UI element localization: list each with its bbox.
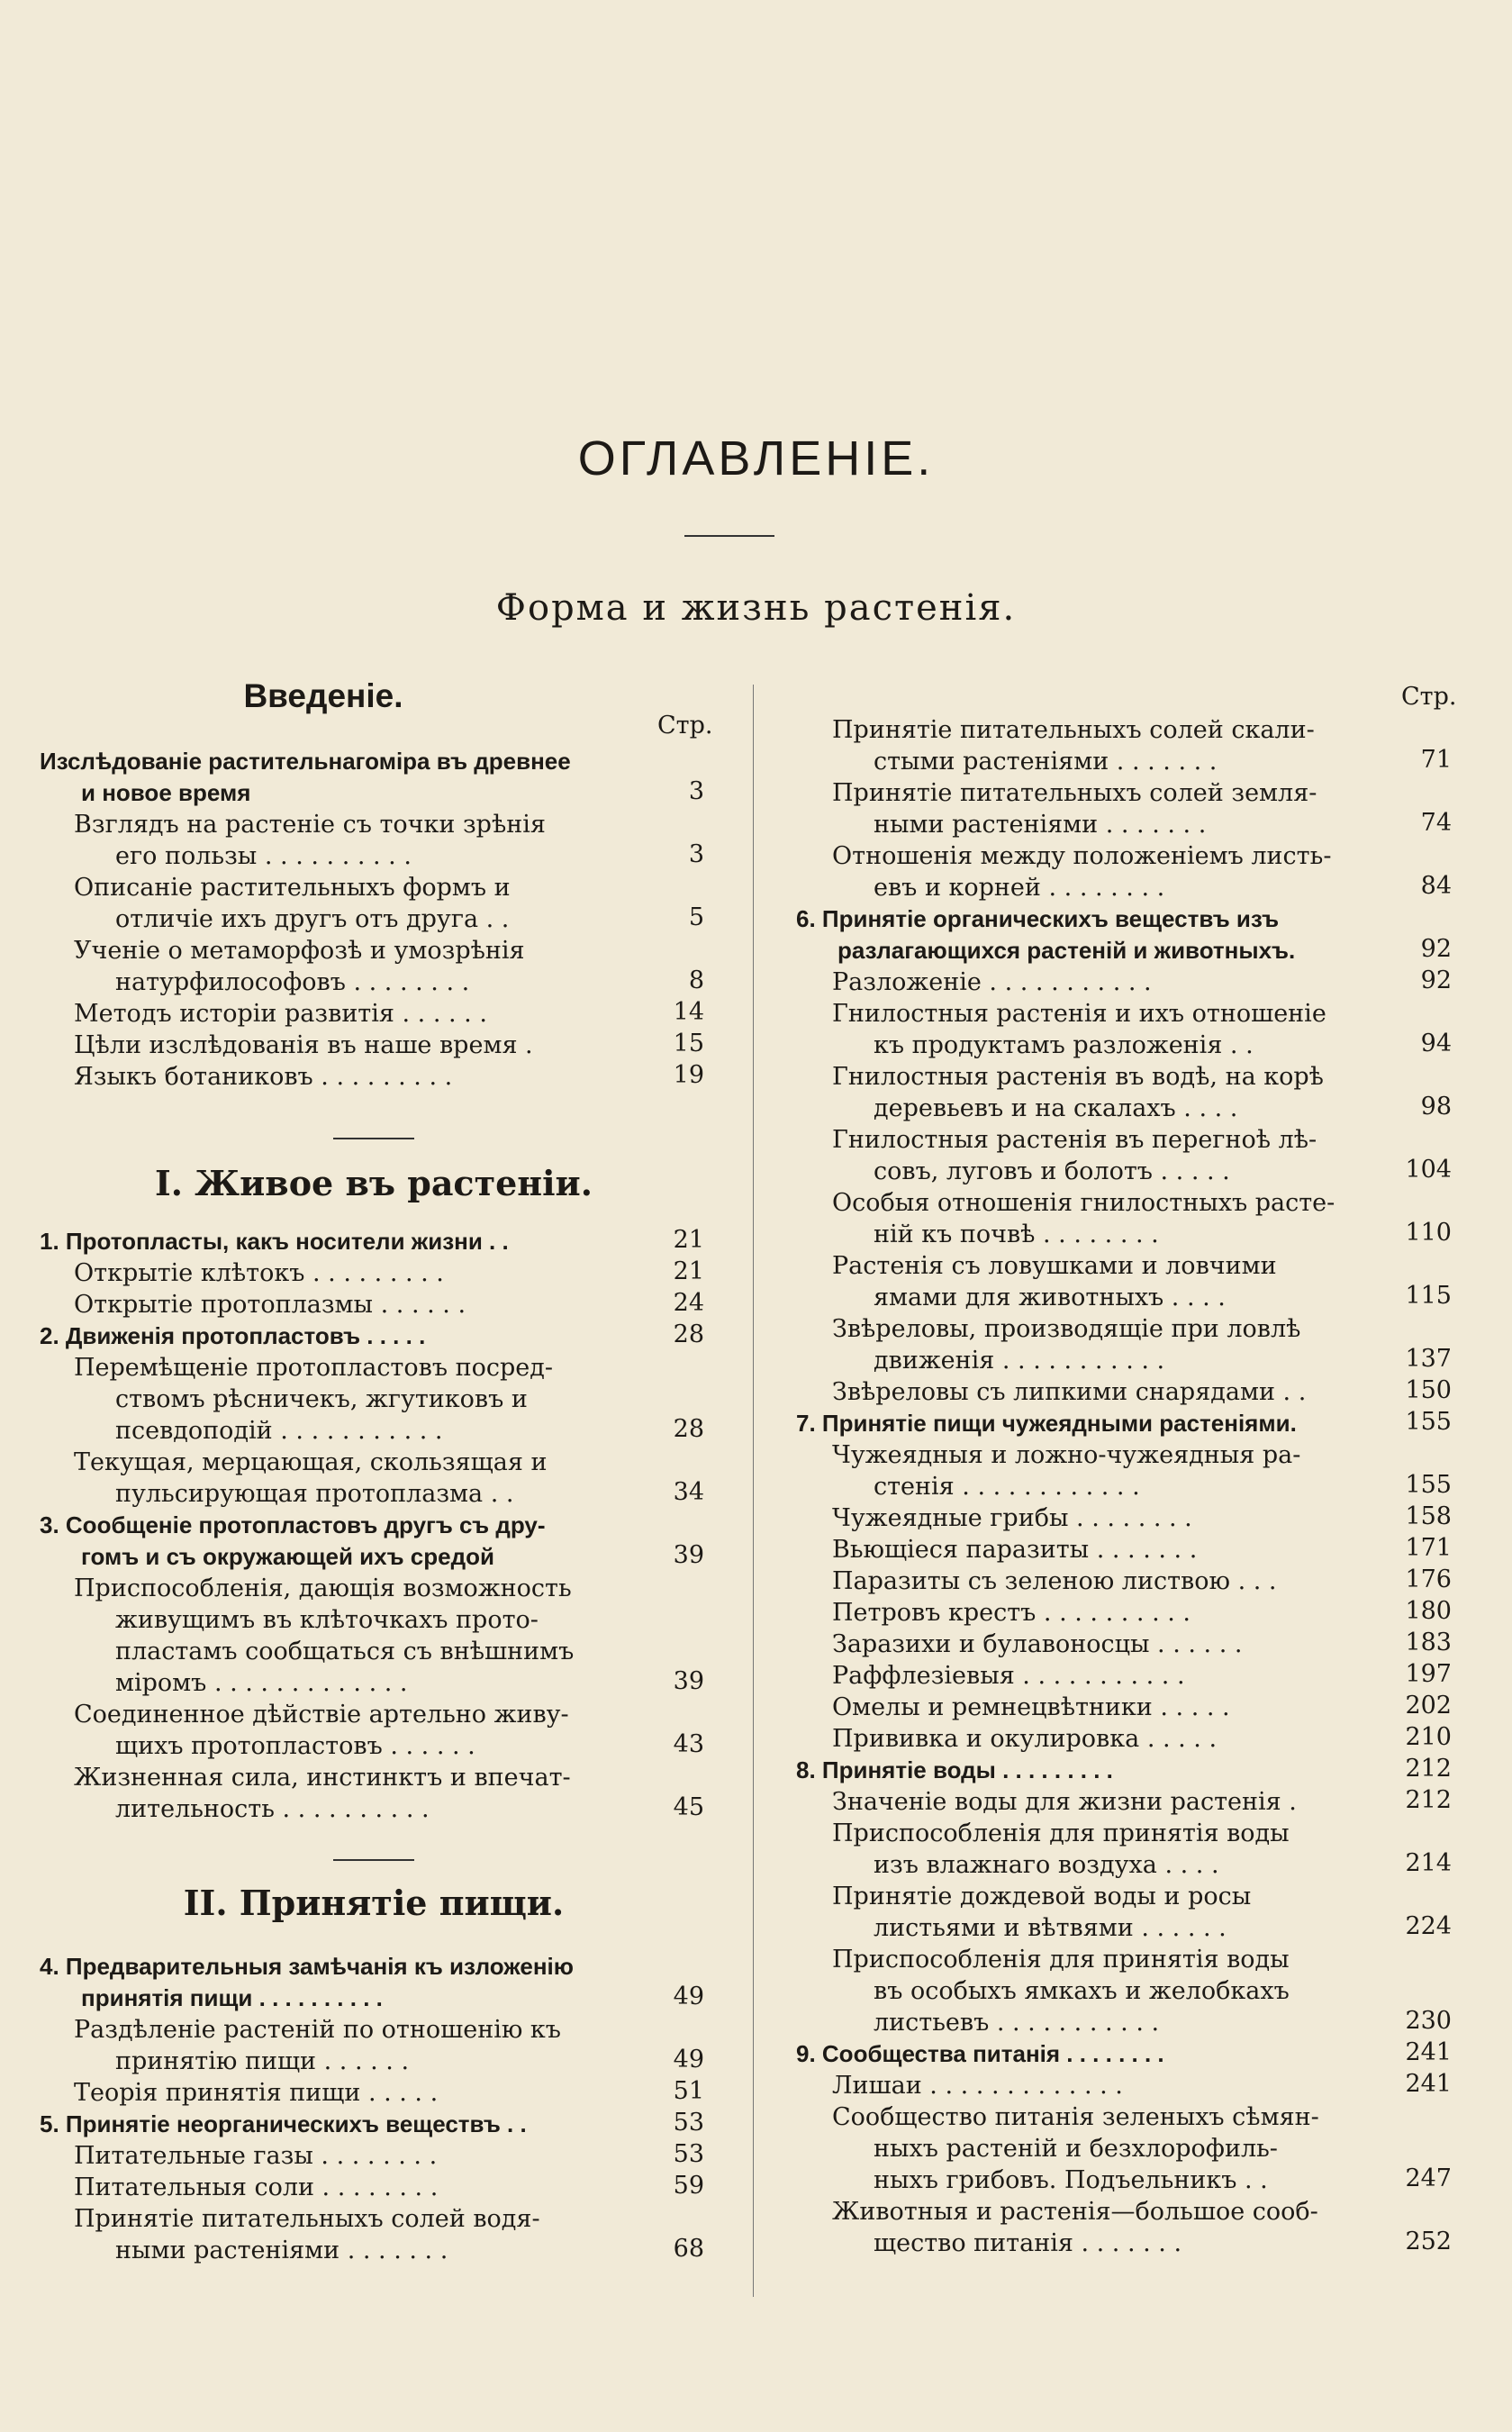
page-number: 104	[1405, 1156, 1452, 1184]
toc-entry-line: пульсирующая протоплазма . .	[115, 1480, 514, 1508]
toc-entry-line: Особыя отношенія гнилостныхъ расте-	[832, 1189, 1335, 1217]
toc-entry-line: Петровъ крестъ . . . . . . . . . .	[832, 1599, 1191, 1627]
page-column-header: Стр.	[1401, 683, 1457, 711]
toc-section-line: принятія пищи . . . . . . . . . .	[81, 1984, 383, 2011]
toc-entry-line: Цѣли изслѣдованія въ наше время .	[74, 1031, 533, 1059]
toc-entry-line: Лишаи . . . . . . . . . . . . .	[832, 2072, 1123, 2100]
toc-section-line: и новое время	[81, 779, 251, 806]
toc-entry-line: Звѣреловы, производящіе при ловлѣ	[832, 1315, 1301, 1343]
page-number: 53	[673, 2140, 704, 2168]
page-number: 155	[1405, 1471, 1452, 1499]
toc-entry-line: изъ влажнаго воздуха . . . .	[874, 1851, 1219, 1879]
page-number: 14	[673, 998, 704, 1026]
page-number: 74	[1420, 809, 1452, 837]
toc-entry-line: Методъ исторіи развитія . . . . . .	[74, 1000, 487, 1028]
toc-entry-line: Жизненная сила, инстинктъ и впечат-	[74, 1764, 571, 1792]
toc-entry-line: отличіе ихъ другъ отъ друга . .	[115, 905, 510, 933]
toc-entry-line: Принятіе дождевой воды и росы	[832, 1883, 1252, 1910]
toc-section-line: 2. Движенія протопластовъ . . . . .	[40, 1322, 426, 1349]
subtitle: Форма и жизнь растенія.	[495, 587, 1017, 629]
page-number: 5	[688, 903, 704, 931]
toc-entry-line: Взглядъ на растеніе съ точки зрѣнія	[74, 811, 546, 839]
toc-section-line: 4. Предварительныя замѣчанія къ изложенію	[40, 1953, 574, 1980]
toc-entry-line: Звѣреловы съ липкими снарядами . .	[832, 1378, 1307, 1406]
toc-section-line: 3. Сообщеніе протопластовъ другъ съ дру-	[40, 1511, 546, 1538]
toc-entry-line: Принятіе питательныхъ солей земля-	[832, 779, 1317, 807]
toc-entry-line: евъ и корней . . . . . . . .	[874, 874, 1165, 902]
toc-entry-line: Чужеядныя и ложно-чужеядныя ра-	[832, 1441, 1301, 1469]
page-number: 59	[673, 2172, 704, 2200]
toc-entry-line: Раффлезіевыя . . . . . . . . . . .	[832, 1662, 1185, 1690]
toc-entry-line: Гнилостныя растенія и ихъ отношеніе	[832, 1000, 1326, 1028]
toc-entry-line: ныхъ грибовъ. Подъельникъ . .	[874, 2166, 1268, 2194]
column-divider	[753, 685, 754, 2297]
page-number: 230	[1405, 2007, 1452, 2035]
toc-section-line: 8. Принятіе воды . . . . . . . . .	[796, 1756, 1113, 1783]
toc-entry-line: Гнилостныя растенія въ перегноѣ лѣ-	[832, 1126, 1317, 1154]
toc-section-line: 1. Протопласты, какъ носители жизни . .	[40, 1228, 509, 1255]
toc-entry-line: Питательные газы . . . . . . . .	[74, 2142, 438, 2170]
toc-entry-line: Открытіе клѣтокъ . . . . . . . . .	[74, 1259, 444, 1287]
page-number: 158	[1405, 1502, 1452, 1530]
toc-entry-line: Гнилостныя растенія въ водѣ, на корѣ	[832, 1063, 1324, 1091]
toc-entry-line: щихъ протопластовъ . . . . . .	[115, 1732, 475, 1760]
page-number: 202	[1405, 1692, 1452, 1720]
title-rule	[684, 535, 774, 537]
toc-section-line: Изслѣдованіе растительнагоміра въ древнее	[40, 748, 571, 775]
page-number: 21	[673, 1226, 704, 1254]
toc-entry-line: ній къ почвѣ . . . . . . . .	[874, 1221, 1159, 1248]
page-number: 98	[1420, 1093, 1452, 1121]
toc-entry-line: Приспособленія для принятія воды	[832, 1946, 1290, 1974]
toc-entry-line: Питательныя соли . . . . . . . .	[74, 2173, 439, 2201]
toc-entry-line: псевдоподій . . . . . . . . . . .	[115, 1417, 443, 1445]
page-number: 210	[1405, 1723, 1452, 1751]
toc-entry-line: стенія . . . . . . . . . . . .	[874, 1473, 1140, 1501]
page-number: 3	[688, 840, 704, 868]
toc-entry-line: Приспособленія, дающія возможность	[74, 1574, 572, 1602]
page-number: 21	[673, 1257, 704, 1285]
page-number: 137	[1405, 1345, 1452, 1373]
toc-entry-line: міромъ . . . . . . . . . . . . .	[115, 1669, 408, 1697]
page-number: 92	[1420, 935, 1452, 963]
page-number: 84	[1420, 872, 1452, 900]
page-number: 39	[673, 1667, 704, 1695]
page-number: 45	[673, 1793, 704, 1821]
page-number: 39	[673, 1541, 704, 1569]
toc-entry-line: живущимъ въ клѣточкахъ прото-	[115, 1606, 539, 1634]
toc-entry-line: къ продуктамъ разложенія . .	[874, 1031, 1254, 1059]
page-number: 34	[673, 1478, 704, 1506]
toc-entry-line: Принятіе питательныхъ солей водя-	[74, 2205, 540, 2233]
page-number: 92	[1420, 966, 1452, 994]
toc-entry-line: Вьющіеся паразиты . . . . . . .	[832, 1536, 1198, 1564]
section-heading-part-2: II. Принятіе пищи.	[183, 1883, 565, 1923]
toc-entry-line: Языкъ ботаниковъ . . . . . . . . .	[74, 1063, 453, 1091]
toc-entry-line: Текущая, мерцающая, скользящая и	[74, 1448, 548, 1476]
toc-entry-line: Раздѣленіе растеній по отношенію къ	[74, 2016, 561, 2044]
toc-section-line: 5. Принятіе неорганическихъ веществъ . .	[40, 2110, 527, 2137]
toc-entry-line: ными растеніями . . . . . . .	[874, 811, 1207, 839]
page-number: 247	[1405, 2164, 1452, 2192]
page-column-header: Стр.	[657, 712, 713, 740]
toc-entry-line: движенія . . . . . . . . . . .	[874, 1347, 1165, 1375]
toc-entry-line: ствомъ рѣсничекъ, жгутиковъ и	[115, 1385, 528, 1413]
toc-entry-line: Перемѣщеніе протопластовъ посред-	[74, 1354, 553, 1382]
page-number: 24	[673, 1289, 704, 1317]
page-number: 180	[1405, 1597, 1452, 1625]
toc-entry-line: его пользы . . . . . . . . . .	[115, 842, 412, 870]
toc-entry-line: Омелы и ремнецвѣтники . . . . .	[832, 1693, 1230, 1721]
toc-entry-line: Животныя и растенія—большое сооб-	[832, 2198, 1318, 2226]
toc-entry-line: листьями и вѣтвями . . . . . .	[874, 1914, 1227, 1942]
toc-entry-line: Принятіе питательныхъ солей скали-	[832, 716, 1315, 744]
page-number: 15	[673, 1030, 704, 1057]
toc-entry-line: Заразихи и булавоносцы . . . . . .	[832, 1630, 1243, 1658]
page-number: 28	[673, 1415, 704, 1443]
toc-entry-line: Паразиты съ зеленою листвою . . .	[832, 1567, 1277, 1595]
toc-entry-line: ными растеніями . . . . . . .	[115, 2237, 448, 2264]
toc-entry-line: Чужеядные грибы . . . . . . . .	[832, 1504, 1192, 1532]
page-number: 8	[688, 966, 704, 994]
toc-entry-line: лительность . . . . . . . . . .	[115, 1795, 430, 1823]
toc-section-line: разлагающихся растеній и животныхъ.	[837, 937, 1296, 964]
page-number: 53	[673, 2109, 704, 2137]
toc-section-line: 6. Принятіе органическихъ веществъ изъ	[796, 905, 1280, 932]
toc-entry-line: ямами для животныхъ . . . .	[874, 1284, 1226, 1311]
page-number: 43	[673, 1730, 704, 1758]
page-number: 171	[1405, 1534, 1452, 1562]
page-number: 19	[673, 1061, 704, 1089]
toc-entry-line: Растенія съ ловушками и ловчими	[832, 1252, 1277, 1280]
toc-entry-line: Сообщество питанія зеленыхъ сѣмян-	[832, 2103, 1319, 2131]
toc-section-line: 7. Принятіе пищи чужеядными растеніями.	[796, 1410, 1297, 1437]
page-number: 241	[1405, 2070, 1452, 2098]
toc-entry-line: Отношенія между положеніемъ листь-	[832, 842, 1332, 870]
toc-entry-line: ныхъ растеній и безхлорофиль-	[874, 2135, 1278, 2163]
page-number: 224	[1405, 1912, 1452, 1940]
page-number: 183	[1405, 1629, 1452, 1656]
toc-entry-line: листьевъ . . . . . . . . . . .	[874, 2009, 1160, 2037]
section-heading-introduction: Введеніе.	[243, 677, 403, 714]
toc-section-line: 9. Сообщества питанія . . . . . . . .	[796, 2040, 1164, 2067]
page-number: 115	[1405, 1282, 1452, 1310]
page-number: 155	[1405, 1408, 1452, 1436]
toc-entry-line: Теорія принятія пищи . . . . .	[74, 2079, 439, 2107]
page-number: 197	[1405, 1660, 1452, 1688]
page-number: 212	[1405, 1786, 1452, 1814]
toc-entry-line: Описаніе растительныхъ формъ и	[74, 874, 511, 902]
page-number: 110	[1405, 1219, 1452, 1247]
toc-entry-line: Соединенное дѣйствіе артельно живу-	[74, 1701, 569, 1729]
page-number: 51	[673, 2077, 704, 2105]
toc-entry-line: Приспособленія для принятія воды	[832, 1819, 1290, 1847]
toc-entry-line: стыми растеніями . . . . . . .	[874, 748, 1218, 776]
toc-entry-line: пластамъ сообщаться съ внѣшнимъ	[115, 1638, 575, 1665]
section-divider	[333, 1138, 414, 1139]
page-number: 176	[1405, 1565, 1452, 1593]
page-number: 214	[1405, 1849, 1452, 1877]
page-number: 28	[673, 1320, 704, 1348]
toc-entry-line: Разложеніе . . . . . . . . . . .	[832, 968, 1152, 996]
page-number: 252	[1405, 2228, 1452, 2255]
page-number: 49	[673, 2046, 704, 2074]
section-heading-part-1: I. Живое въ растеніи.	[155, 1163, 593, 1203]
toc-entry-line: Открытіе протоплазмы . . . . . .	[74, 1291, 466, 1319]
page-number: 49	[673, 1983, 704, 2010]
page-number: 212	[1405, 1755, 1452, 1783]
page-number: 71	[1420, 746, 1452, 774]
page-number: 94	[1420, 1030, 1452, 1057]
page-title: ОГЛАВЛЕНІЕ.	[577, 431, 935, 485]
page-number: 3	[688, 777, 704, 805]
toc-entry-line: совъ, луговъ и болотъ . . . . .	[874, 1157, 1230, 1185]
toc-entry-line: натурфилософовъ . . . . . . . .	[115, 968, 470, 996]
toc-entry-line: Ученіе о метаморфозѣ и умозрѣнія	[74, 937, 525, 965]
toc-entry-line: щество питанія . . . . . . .	[874, 2229, 1182, 2257]
toc-entry-line: принятію пищи . . . . . .	[115, 2047, 410, 2075]
toc-entry-line: Прививка и окулировка . . . . .	[832, 1725, 1218, 1753]
page-number: 150	[1405, 1376, 1452, 1404]
page-number: 68	[673, 2235, 704, 2263]
toc-entry-line: Значеніе воды для жизни растенія .	[832, 1788, 1297, 1816]
page-number: 241	[1405, 2038, 1452, 2066]
toc-entry-line: въ особыхъ ямкахъ и желобкахъ	[874, 1977, 1290, 2005]
toc-entry-line: деревьевъ и на скалахъ . . . .	[874, 1094, 1238, 1122]
toc-section-line: гомъ и съ окружающей ихъ средой	[81, 1543, 494, 1570]
section-divider	[333, 1859, 414, 1861]
